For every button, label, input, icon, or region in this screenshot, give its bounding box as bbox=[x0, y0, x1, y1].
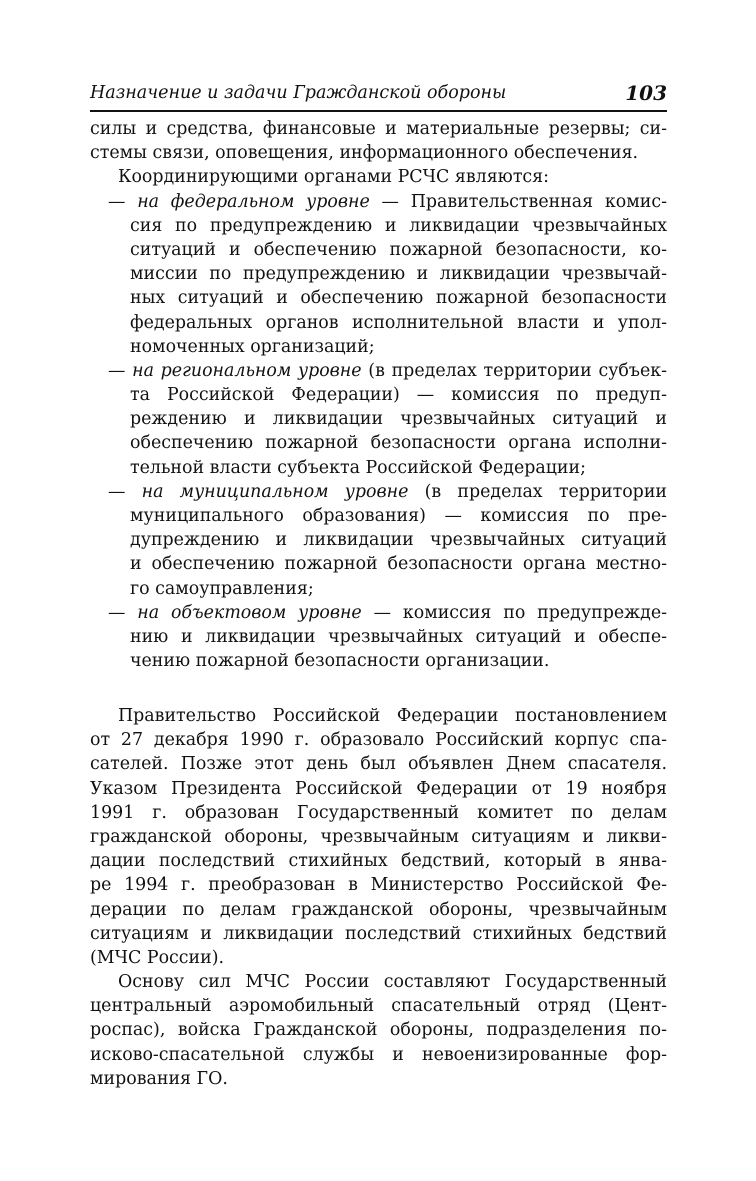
list-item-text: (в пределах территории субъек- bbox=[361, 360, 667, 381]
paragraph-line: гражданской обороны, чрезвычайным ситуациям и ликви- bbox=[90, 826, 667, 847]
text-line: стемы связи, оповещения, информационного обеспечения. bbox=[90, 143, 639, 164]
text-line: сия по предупреждению и ликвидации чрезвычайных bbox=[130, 215, 667, 236]
text-line: тельной власти субъекта Российской Федерации; bbox=[130, 457, 586, 478]
list-item-object-first-line bbox=[90, 601, 667, 625]
text-line: ситуаций и обеспечению пожарной безопасности, ко- bbox=[130, 239, 667, 260]
paragraph-line: роспас), войска Гражданской обороны, подразделения по- bbox=[90, 1020, 667, 1041]
text-line: дупреждению и ликвидации чрезвычайных ситуаций bbox=[130, 530, 667, 551]
text-line: та Российской Федерации) — комиссия по предуп- bbox=[130, 385, 667, 406]
paragraph-line: сателей. Позже этот день был объявлен Днем спасателя. bbox=[90, 754, 667, 775]
text-line: номоченных организаций; bbox=[130, 336, 375, 357]
text-line: федеральных органов исполнительной власти и упол- bbox=[130, 312, 667, 333]
paragraph-line: дерации по делам гражданской обороны, чрезвычайным bbox=[90, 899, 667, 920]
running-header-title: Назначение и задачи Гражданской обороны bbox=[90, 83, 507, 103]
level-label-municipal: на муниципальном уровне bbox=[141, 481, 409, 502]
list-item-text: — комиссия по предупрежде- bbox=[361, 602, 667, 623]
list-item-municipal-first-line bbox=[90, 480, 667, 504]
paragraph-line: 1991 г. образован Государственный комитет по делам bbox=[90, 802, 667, 823]
text-line: силы и средства, финансовые и материальные резервы; си- bbox=[90, 119, 667, 139]
text-line: ных ситуаций и обеспечению пожарной безопасности bbox=[130, 288, 667, 309]
paragraph-line: Указом Президента Российской Федерации от 19 ноября bbox=[90, 778, 667, 799]
paragraph-line: Правительство Российской Федерации постановлением bbox=[118, 706, 667, 726]
list-dash: — bbox=[108, 602, 126, 623]
list-dash: — bbox=[108, 191, 126, 212]
page-header bbox=[90, 82, 667, 112]
paragraph-line: Основу сил МЧС России составляют Государственный bbox=[118, 972, 667, 993]
paragraph-line: исково-спасательной службы и невоенизированные фор- bbox=[90, 1044, 667, 1065]
list-item-federal-first-line bbox=[90, 190, 667, 214]
paragraph-line: ситуациям и ликвидации последствий стихийных бедствий bbox=[90, 923, 667, 944]
paragraph-line: ре 1994 г. преобразован в Министерство Российской Фе- bbox=[90, 875, 667, 896]
list-dash: — bbox=[108, 481, 126, 502]
text-line: миссии по предупреждению и ликвидации чрезвычай- bbox=[130, 264, 667, 285]
paragraph-line: от 27 декабря 1990 г. образовало Российский корпус спа- bbox=[90, 730, 667, 751]
paragraph-line: (МЧС России). bbox=[90, 947, 225, 968]
text-line: нию и ликвидации чрезвычайных ситуаций и обеспе- bbox=[130, 626, 667, 647]
level-label-regional: на региональном уровне bbox=[132, 360, 362, 381]
text-line: муниципального образования) — комиссия по пре- bbox=[130, 506, 667, 526]
paragraph-line: центральный аэромобильный спасательный отряд (Цент- bbox=[90, 996, 667, 1017]
lower-text-block bbox=[90, 704, 667, 1091]
paragraph-line: дации последствий стихийных бедствий, который в янва- bbox=[90, 851, 667, 872]
text-line: реждению и ликвидации чрезвычайных ситуаций и bbox=[130, 409, 667, 430]
upper-text-block bbox=[90, 117, 667, 673]
list-item-regional-first-line bbox=[90, 359, 667, 383]
level-label-object: на объектовом уровне bbox=[137, 602, 362, 623]
list-item-text: — Правительственная комис- bbox=[369, 191, 668, 212]
level-label-federal: на федеральном уровне bbox=[137, 191, 370, 212]
page-number: 103 bbox=[625, 81, 667, 105]
list-dash: — bbox=[108, 360, 126, 381]
text-line: чению пожарной безопасности организации. bbox=[130, 651, 550, 672]
list-item-text: (в пределах территории bbox=[408, 481, 668, 502]
text-line: и обеспечению пожарной безопасности органа местно- bbox=[130, 554, 667, 575]
coordinating-bodies-intro: Координирующими органами РСЧС являются: bbox=[118, 167, 550, 188]
text-line: обеспечению пожарной безопасности органа исполни- bbox=[130, 433, 667, 454]
paragraph-line: мирования ГО. bbox=[90, 1068, 228, 1089]
text-line: го самоуправления; bbox=[130, 578, 314, 599]
